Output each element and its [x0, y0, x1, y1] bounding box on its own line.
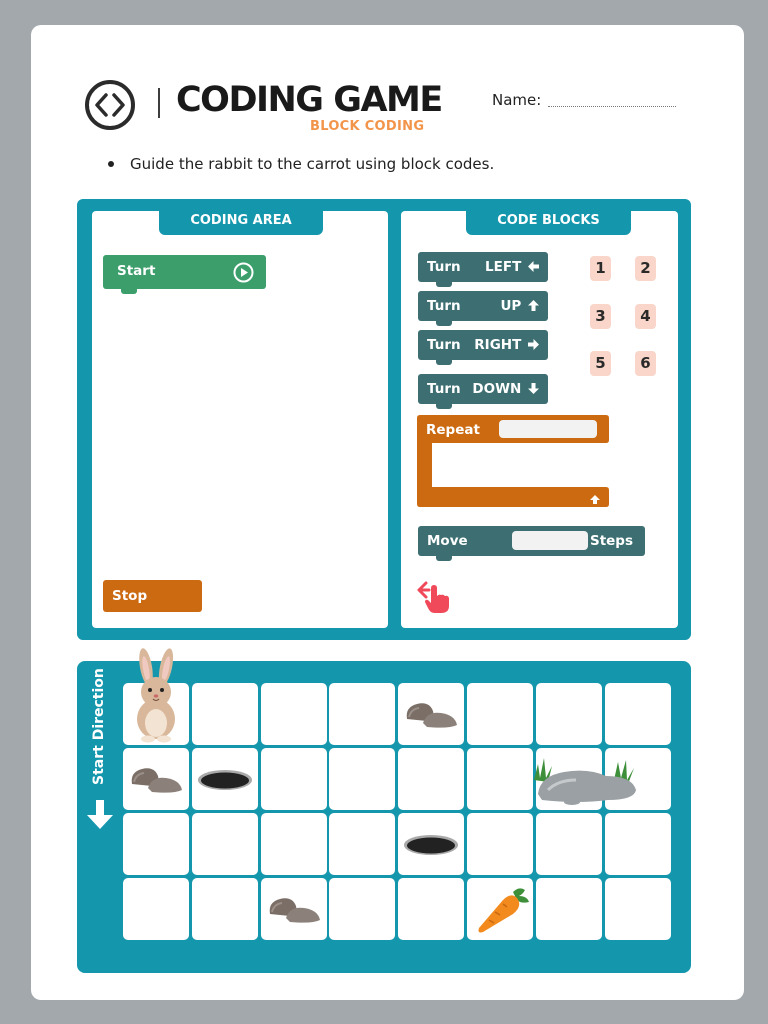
name-label: Name: [492, 91, 542, 109]
arrow-left-icon [528, 261, 539, 272]
move-steps-input[interactable] [512, 531, 588, 550]
stop-block[interactable] [103, 580, 202, 612]
turn-down-block[interactable] [418, 374, 548, 404]
number-chip-6[interactable]: 6 [635, 351, 656, 376]
block-notch [436, 359, 452, 365]
turn-right-block[interactable] [418, 330, 548, 360]
arrow-down-icon [528, 383, 539, 394]
grid-cell [398, 748, 464, 810]
hole-icon [192, 748, 258, 810]
grid-cell [605, 683, 671, 745]
grid-cell [123, 813, 189, 875]
grid-cell [398, 878, 464, 940]
page-title: CODING GAME [176, 80, 442, 120]
rabbit-icon [123, 683, 189, 745]
direction-label: UP [500, 298, 522, 314]
coding-area-header: CODING AREA [159, 211, 323, 235]
number-chip-3[interactable]: 3 [590, 304, 611, 329]
turn-label: Turn [427, 337, 461, 353]
grid-cell [536, 813, 602, 875]
stop-block-label: Stop [112, 588, 148, 604]
block-notch [436, 281, 452, 287]
coding-area[interactable] [92, 211, 388, 628]
block-notch [436, 320, 452, 326]
number-chip-2[interactable]: 2 [635, 256, 656, 281]
grid-cell [605, 813, 671, 875]
play-icon [233, 262, 254, 283]
direction-label: RIGHT [474, 337, 522, 353]
block-notch [121, 288, 137, 294]
start-block[interactable] [103, 255, 266, 289]
turn-left-block[interactable] [418, 252, 548, 282]
rocks-icon [398, 683, 464, 745]
turn-direction [474, 337, 539, 353]
code-blocks-area [401, 211, 678, 628]
start-block-label: Start [117, 263, 156, 279]
grid-cell [467, 748, 533, 810]
turn-up-block[interactable] [418, 291, 548, 321]
number-chip-1[interactable]: 1 [590, 256, 611, 281]
turn-direction [472, 381, 539, 397]
carrot-icon [467, 878, 533, 940]
repeat-count-input[interactable] [499, 420, 597, 438]
instruction-text: Guide the rabbit to the carrot using block codes. [130, 155, 495, 173]
grid-cell [329, 748, 395, 810]
boulder-grass-icon [536, 748, 602, 810]
rocks-icon [123, 748, 189, 810]
code-logo-icon [84, 79, 136, 131]
grid-cell [467, 683, 533, 745]
grid-cell [192, 683, 258, 745]
logo-divider [158, 88, 160, 118]
name-field[interactable] [548, 106, 676, 107]
arrow-up-icon [528, 300, 539, 311]
grid-cell [261, 683, 327, 745]
turn-direction [485, 259, 539, 275]
grid-cell [329, 878, 395, 940]
grid-cell [536, 683, 602, 745]
grid-cell [261, 748, 327, 810]
direction-label: DOWN [472, 381, 522, 397]
number-chip-4[interactable]: 4 [635, 304, 656, 329]
repeat-label: Repeat [426, 422, 480, 438]
start-direction-label: Start Direction [91, 668, 107, 785]
block-notch [436, 555, 452, 561]
grid-cell [123, 878, 189, 940]
code-blocks-header: CODE BLOCKS [466, 211, 631, 235]
arrow-right-icon [528, 339, 539, 350]
grid-cell [605, 878, 671, 940]
grid-cell [192, 878, 258, 940]
turn-direction [500, 298, 539, 314]
number-chip-5[interactable]: 5 [590, 351, 611, 376]
grid-cell [329, 813, 395, 875]
grid-cell [192, 813, 258, 875]
direction-label: LEFT [485, 259, 522, 275]
grid-cell [467, 813, 533, 875]
move-block[interactable] [418, 526, 645, 556]
page-subtitle: BLOCK CODING [310, 119, 425, 134]
grid-cell [329, 683, 395, 745]
rocks-icon [261, 878, 327, 940]
move-label: Move [427, 533, 468, 549]
instruction-item [108, 155, 494, 173]
start-direction-arrow-icon [86, 800, 114, 830]
turn-label: Turn [427, 259, 461, 275]
blocks-panel [77, 199, 691, 640]
drag-hand-icon [417, 580, 453, 614]
hole-icon [398, 813, 464, 875]
steps-label: Steps [589, 533, 633, 549]
grid-cell [536, 878, 602, 940]
grid-cell [261, 813, 327, 875]
bullet-icon [108, 161, 114, 167]
block-notch [436, 403, 452, 409]
turn-label: Turn [427, 381, 461, 397]
turn-label: Turn [427, 298, 461, 314]
